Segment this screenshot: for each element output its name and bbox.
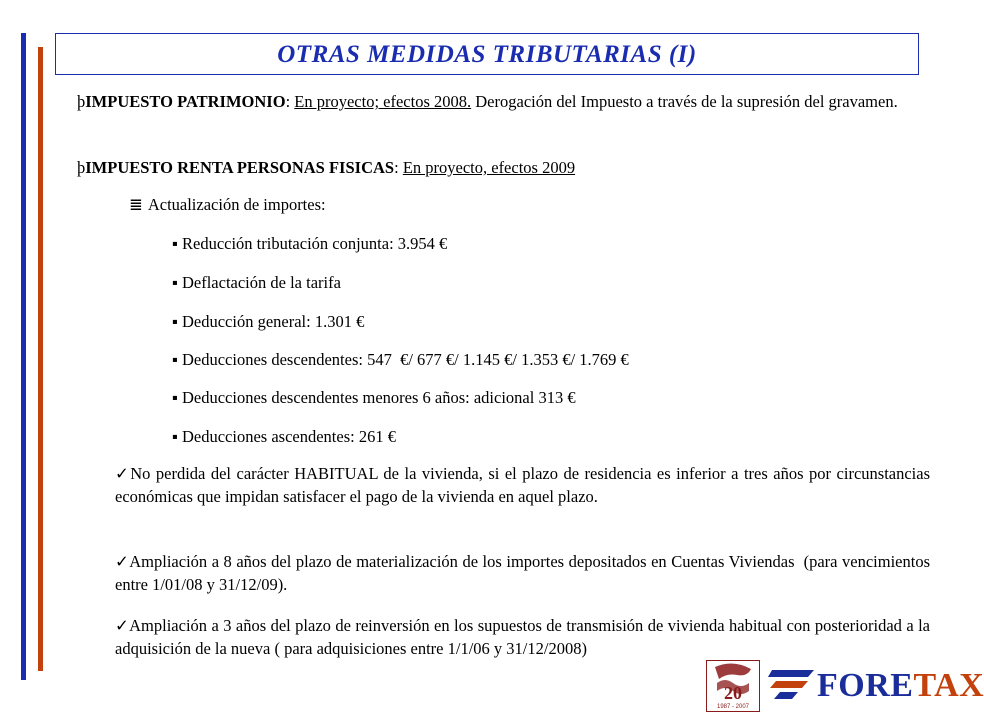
- list-item: [172, 232, 872, 255]
- irpf-sep: :: [394, 158, 403, 177]
- page-title: OTRAS MEDIDAS TRIBUTARIAS (I): [277, 41, 697, 68]
- square-bullet-icon: ▪: [172, 427, 178, 446]
- subitem-text: Deducción general: 1.301 €: [181, 312, 365, 331]
- square-bullet-icon: ▪: [172, 388, 178, 407]
- checkmark-icon: ✓: [115, 616, 130, 635]
- check-text: No perdida del carácter HABITUAL de la vivienda, si el plazo de residencia es inferior a tres años por circunstancias económicas que impidan satisfacer el pago de la vivienda en aquel plazo.: [115, 464, 930, 506]
- irpf-label: IMPUESTO RENTA PERSONAS FISICAS: [85, 158, 395, 177]
- subitem-text: Deducciones descendentes menores 6 años: adicional 313 €: [181, 388, 576, 407]
- check-text: Ampliación a 3 años del plazo de reinversión en los supuestos de transmisión de vivienda habitual con posterioridad a la adquisición de la nueva ( para adquisiciones entre 1/1/06 y 31/12/2008): [115, 616, 930, 658]
- check-item-cuentas-vivienda: [115, 550, 935, 596]
- square-bullet-icon: ▪: [172, 350, 178, 369]
- footer-logos: [706, 660, 984, 712]
- foretax-logo-text: [817, 668, 984, 704]
- list-item: [172, 425, 872, 448]
- brand-tax: TAX: [913, 667, 984, 704]
- check-text: Ampliación a 8 años del plazo de materialización de los importes depositados en Cuentas Viviendas (para vencimientos entre 1/01/08 y 31/12/09).: [115, 552, 935, 594]
- anniversary-number: 20: [724, 683, 742, 703]
- subitem-text: Deducciones ascendentes: 261 €: [181, 427, 396, 446]
- anniversary-years: 1987 - 2007: [716, 704, 750, 710]
- subitem-text: Deducciones descendentes: 547 €/ 677 €/ 1.145 €/ 1.353 €/ 1.769 €: [181, 350, 629, 369]
- checked-box-icon: þ: [77, 158, 86, 177]
- patrimonio-rest: Derogación del Impuesto a través de la supresión del gravamen.: [471, 92, 898, 111]
- actualizacion-text: Actualización de importes:: [147, 195, 326, 214]
- list-lines-icon: ≣: [129, 195, 143, 214]
- item-patrimonio: [77, 90, 930, 113]
- patrimonio-sep: :: [285, 92, 295, 111]
- subitem-text: Deflactación de la tarifa: [181, 273, 341, 292]
- patrimonio-label: IMPUESTO PATRIMONIO: [85, 92, 286, 111]
- checked-box-icon: þ: [77, 92, 86, 111]
- subitem-text: Reducción tributación conjunta: 3.954 €: [181, 234, 448, 253]
- foretax-f-emblem-icon: [768, 668, 814, 702]
- square-bullet-icon: ▪: [172, 234, 178, 253]
- brand-fore: FORE: [817, 667, 914, 704]
- square-bullet-icon: ▪: [172, 312, 178, 331]
- list-item: [172, 271, 872, 294]
- anniversary-emblem-icon: [707, 661, 759, 711]
- patrimonio-status: En proyecto; efectos 2008.: [294, 92, 472, 111]
- check-item-habitual: [115, 462, 930, 508]
- checkmark-icon: ✓: [115, 552, 130, 571]
- checkmark-icon: ✓: [115, 464, 131, 483]
- irpf-status: En proyecto, efectos 2009: [402, 158, 576, 177]
- square-bullet-icon: ▪: [172, 273, 178, 292]
- anniversary-logo: [706, 660, 760, 712]
- item-irpf: [77, 156, 930, 179]
- check-item-reinversion: [115, 614, 930, 660]
- list-item: [172, 348, 872, 371]
- list-item: [172, 386, 872, 409]
- item-actualizacion: [129, 193, 829, 216]
- list-item: [172, 310, 872, 333]
